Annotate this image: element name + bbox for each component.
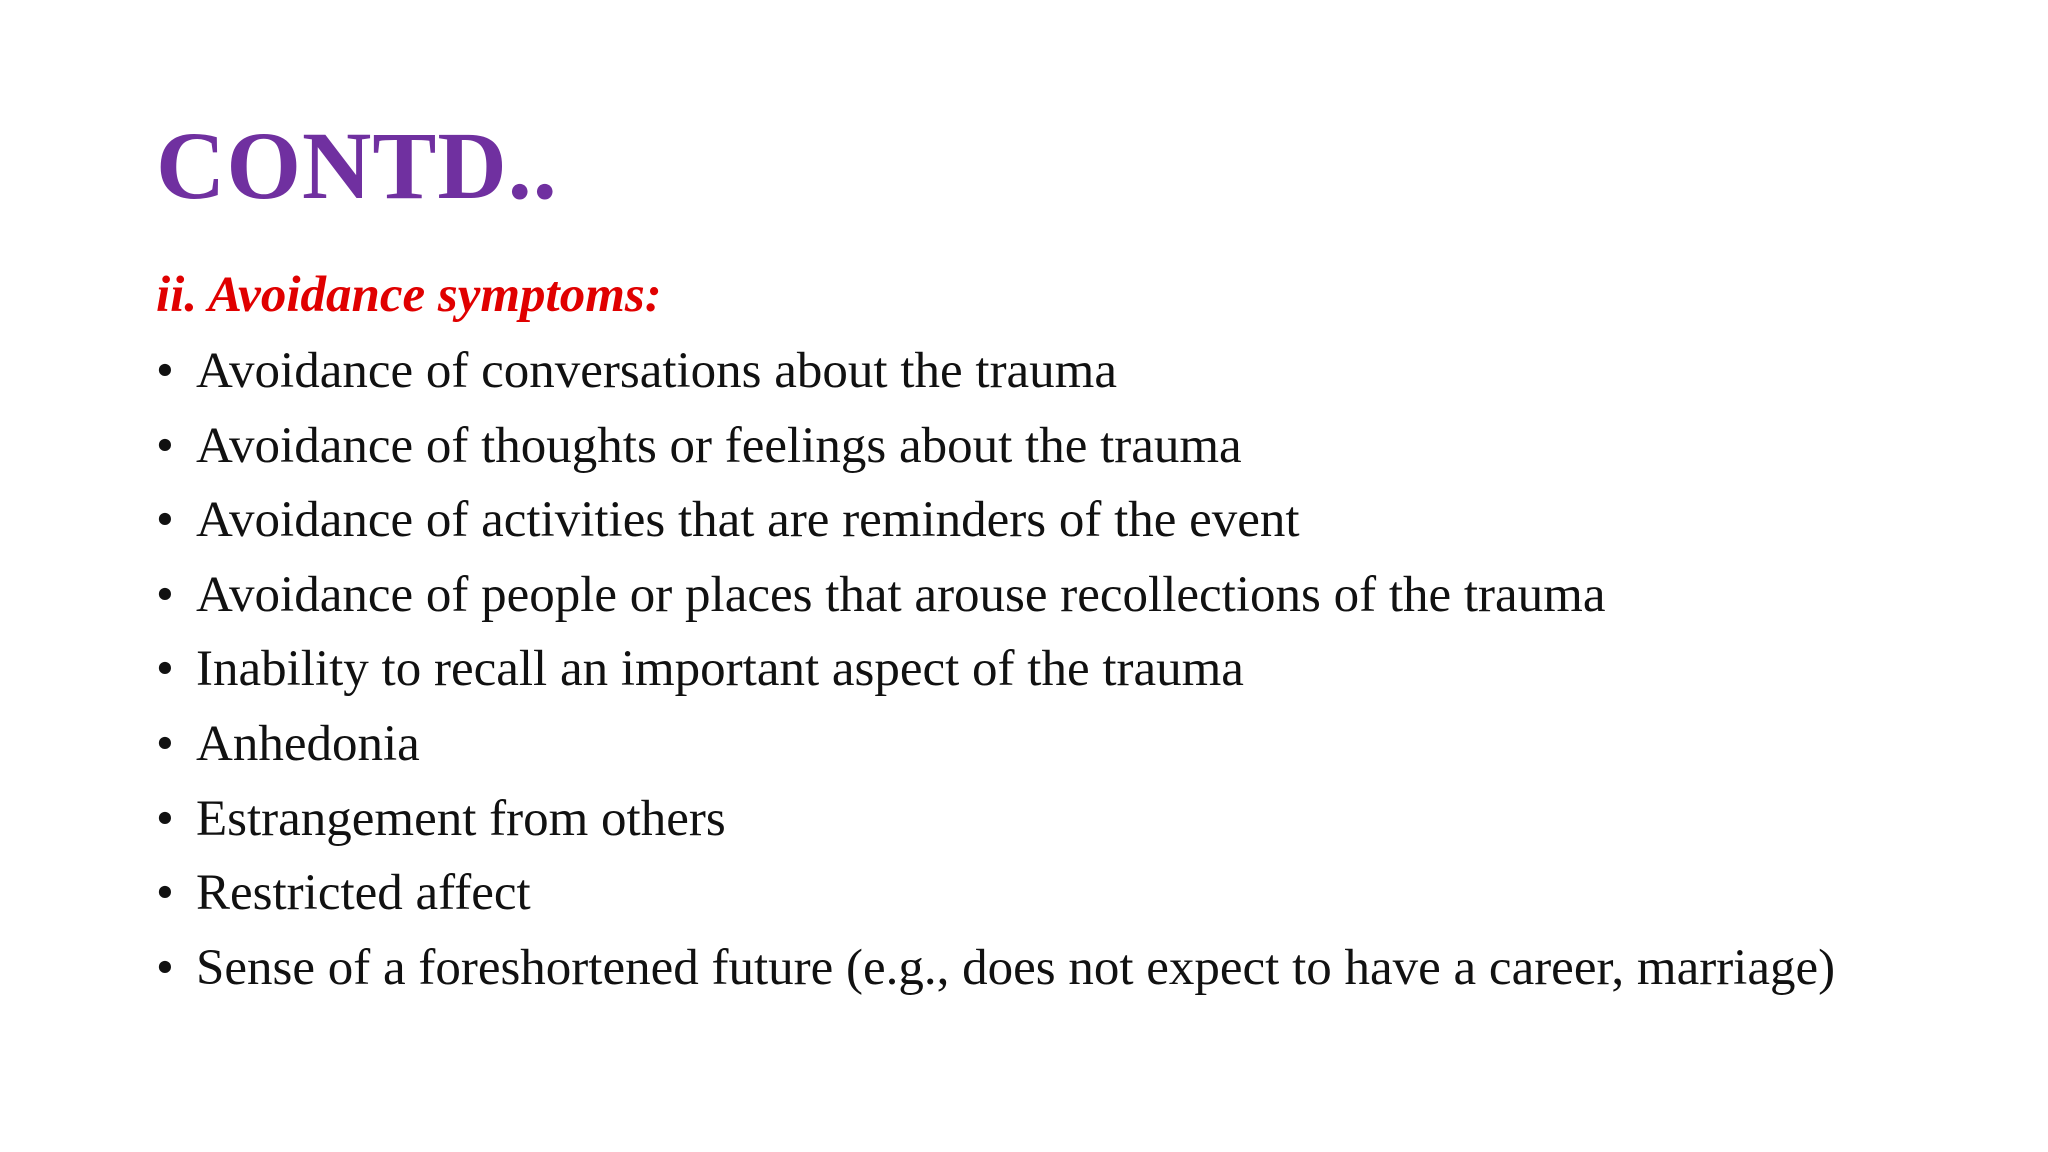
bullet-text: Inability to recall an important aspect of the trauma [196, 641, 1244, 698]
bullet-icon: • [156, 939, 174, 996]
bullet-text: Restricted affect [196, 865, 531, 922]
bullet-icon: • [156, 641, 174, 698]
list-item [156, 417, 1892, 474]
list-item [156, 641, 1892, 698]
list-item [156, 492, 1892, 549]
section-subheading: ii. Avoidance symptoms: [156, 267, 662, 323]
bullet-text: Sense of a foreshortened future (e.g., does not expect to have a career, marriage) [196, 939, 1836, 996]
bullet-icon: • [156, 715, 174, 772]
list-item [156, 566, 1892, 623]
bullet-icon: • [156, 417, 174, 474]
bullet-icon: • [156, 492, 174, 549]
bullet-text: Anhedonia [196, 715, 420, 772]
bullet-text: Avoidance of conversations about the trauma [196, 343, 1117, 399]
bullet-icon: • [156, 865, 174, 922]
bullet-text: Avoidance of people or places that arouse recollections of the trauma [196, 566, 1606, 623]
list-item [156, 790, 1892, 847]
list-item [156, 343, 1892, 399]
bullet-icon: • [156, 343, 174, 399]
list-item [156, 715, 1892, 772]
slide-title: CONTD.. [156, 112, 558, 219]
bullet-icon: • [156, 790, 174, 847]
bullet-text: Avoidance of activities that are reminders of the event [196, 492, 1300, 549]
bullet-list [156, 343, 1892, 1017]
bullet-icon: • [156, 566, 174, 623]
list-item [156, 865, 1892, 922]
bullet-text: Estrangement from others [196, 790, 726, 847]
bullet-text: Avoidance of thoughts or feelings about the trauma [196, 417, 1242, 474]
list-item [156, 939, 1892, 996]
